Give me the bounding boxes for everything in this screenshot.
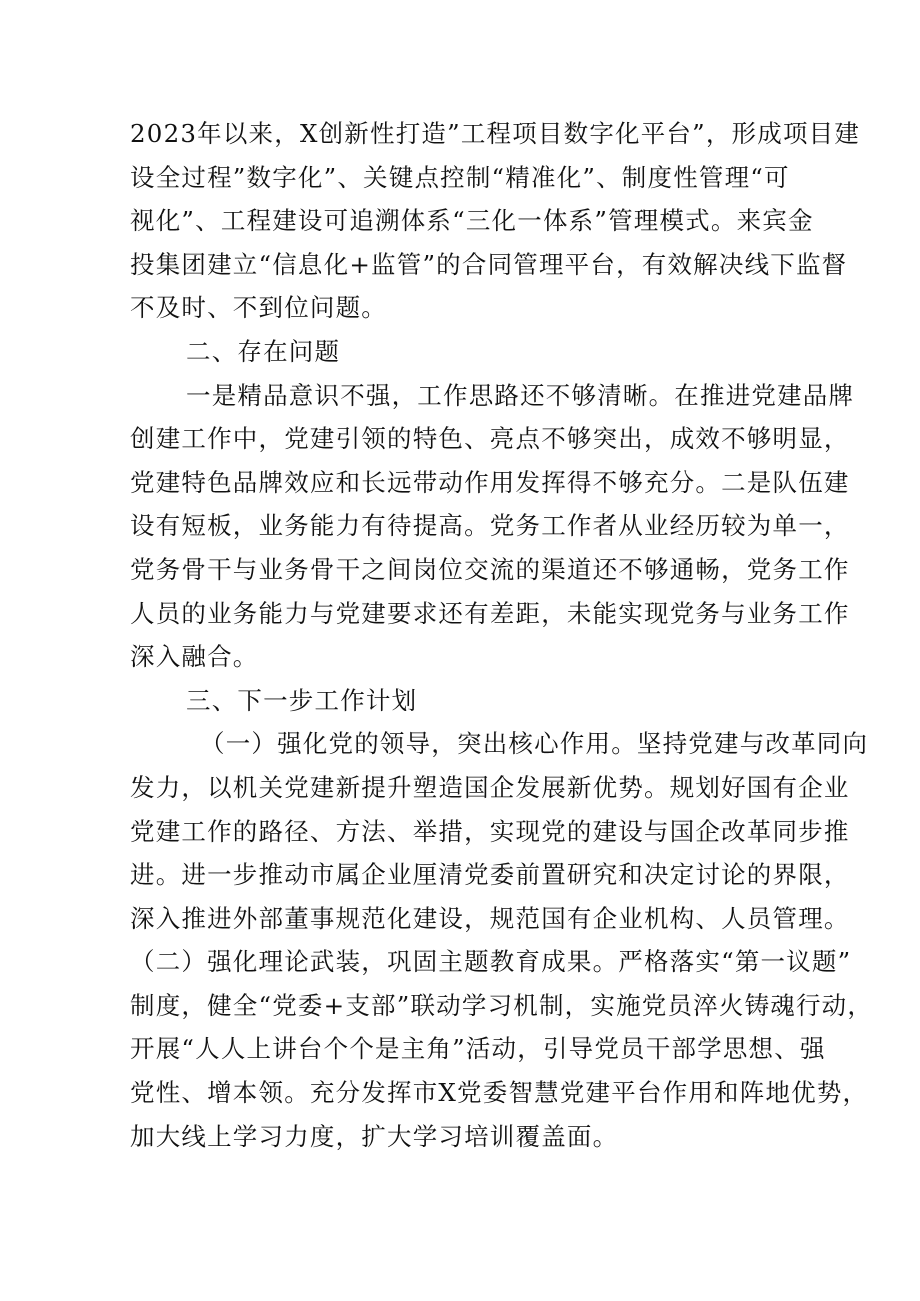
paragraph-line: 不及时、不到位问题。	[130, 293, 387, 323]
paragraph-line: （一）强化党的领导，突出核心作用。坚持党建与改革同向	[200, 729, 869, 759]
paragraph-line: 党务骨干与业务骨干之间岗位交流的渠道还不够通畅，党务工作	[130, 554, 850, 584]
paragraph-line: 视化”、工程建设可追溯体系“三化一体系”管理模式。来宾金	[130, 206, 814, 236]
paragraph-line: 制度，健全“党委+支部”联动学习机制，实施党员淬火铸魂行动，	[130, 990, 874, 1020]
paragraph-line: 党建特色品牌效应和长远带动作用发挥得不够充分。二是队伍建	[130, 467, 850, 497]
paragraph-line: 2023年以来，X创新性打造”工程项目数字化平台”，形成项目建	[130, 119, 861, 148]
paragraph-line: 深入融合。	[130, 642, 259, 672]
paragraph-line: 设有短板，业务能力有待提高。党务工作者从业经历较为单一，	[130, 511, 850, 541]
paragraph-line: 投集团建立“信息化+监管”的合同管理平台，有效解决线下监督	[130, 249, 848, 279]
section-heading: 三、下一步工作计划	[186, 685, 418, 715]
paragraph-line: 人员的业务能力与党建要求还有差距，未能实现党务与业务工作	[130, 598, 850, 628]
document-body	[130, 112, 874, 1158]
paragraph-line: 创建工作中，党建引领的特色、亮点不够突出，成效不够明显，	[130, 424, 850, 454]
paragraph-line: 一是精品意识不强，工作思路还不够清晰。在推进党建品牌	[186, 380, 855, 410]
paragraph-line: 设全过程”数字化”、关键点控制“精准化”、制度性管理“可	[130, 162, 790, 192]
paragraph-line: 加大线上学习力度，扩大学习培训覆盖面。	[130, 1121, 619, 1151]
section-heading: 二、存在问题	[186, 336, 341, 366]
paragraph-line: 进。进一步推动市属企业厘清党委前置研究和决定讨论的界限，	[130, 860, 850, 890]
paragraph-line: 深入推进外部董事规范化建设，规范国有企业机构、人员管理。	[130, 903, 850, 933]
paragraph-line: （二）强化理论武装，巩固主题教育成果。严格落实“第一议题”	[130, 947, 852, 977]
paragraph-line: 党建工作的路径、方法、举措，实现党的建设与国企改革同步推	[130, 816, 850, 846]
paragraph-line: 开展“人人上讲台个个是主角”活动，引导党员干部学思想、强	[130, 1034, 826, 1064]
paragraph-line: 发力，以机关党建新提升塑造国企发展新优势。规划好国有企业	[130, 772, 850, 802]
paragraph-line: 党性、增本领。充分发挥市X党委智慧党建平台作用和阵地优势，	[130, 1078, 869, 1108]
